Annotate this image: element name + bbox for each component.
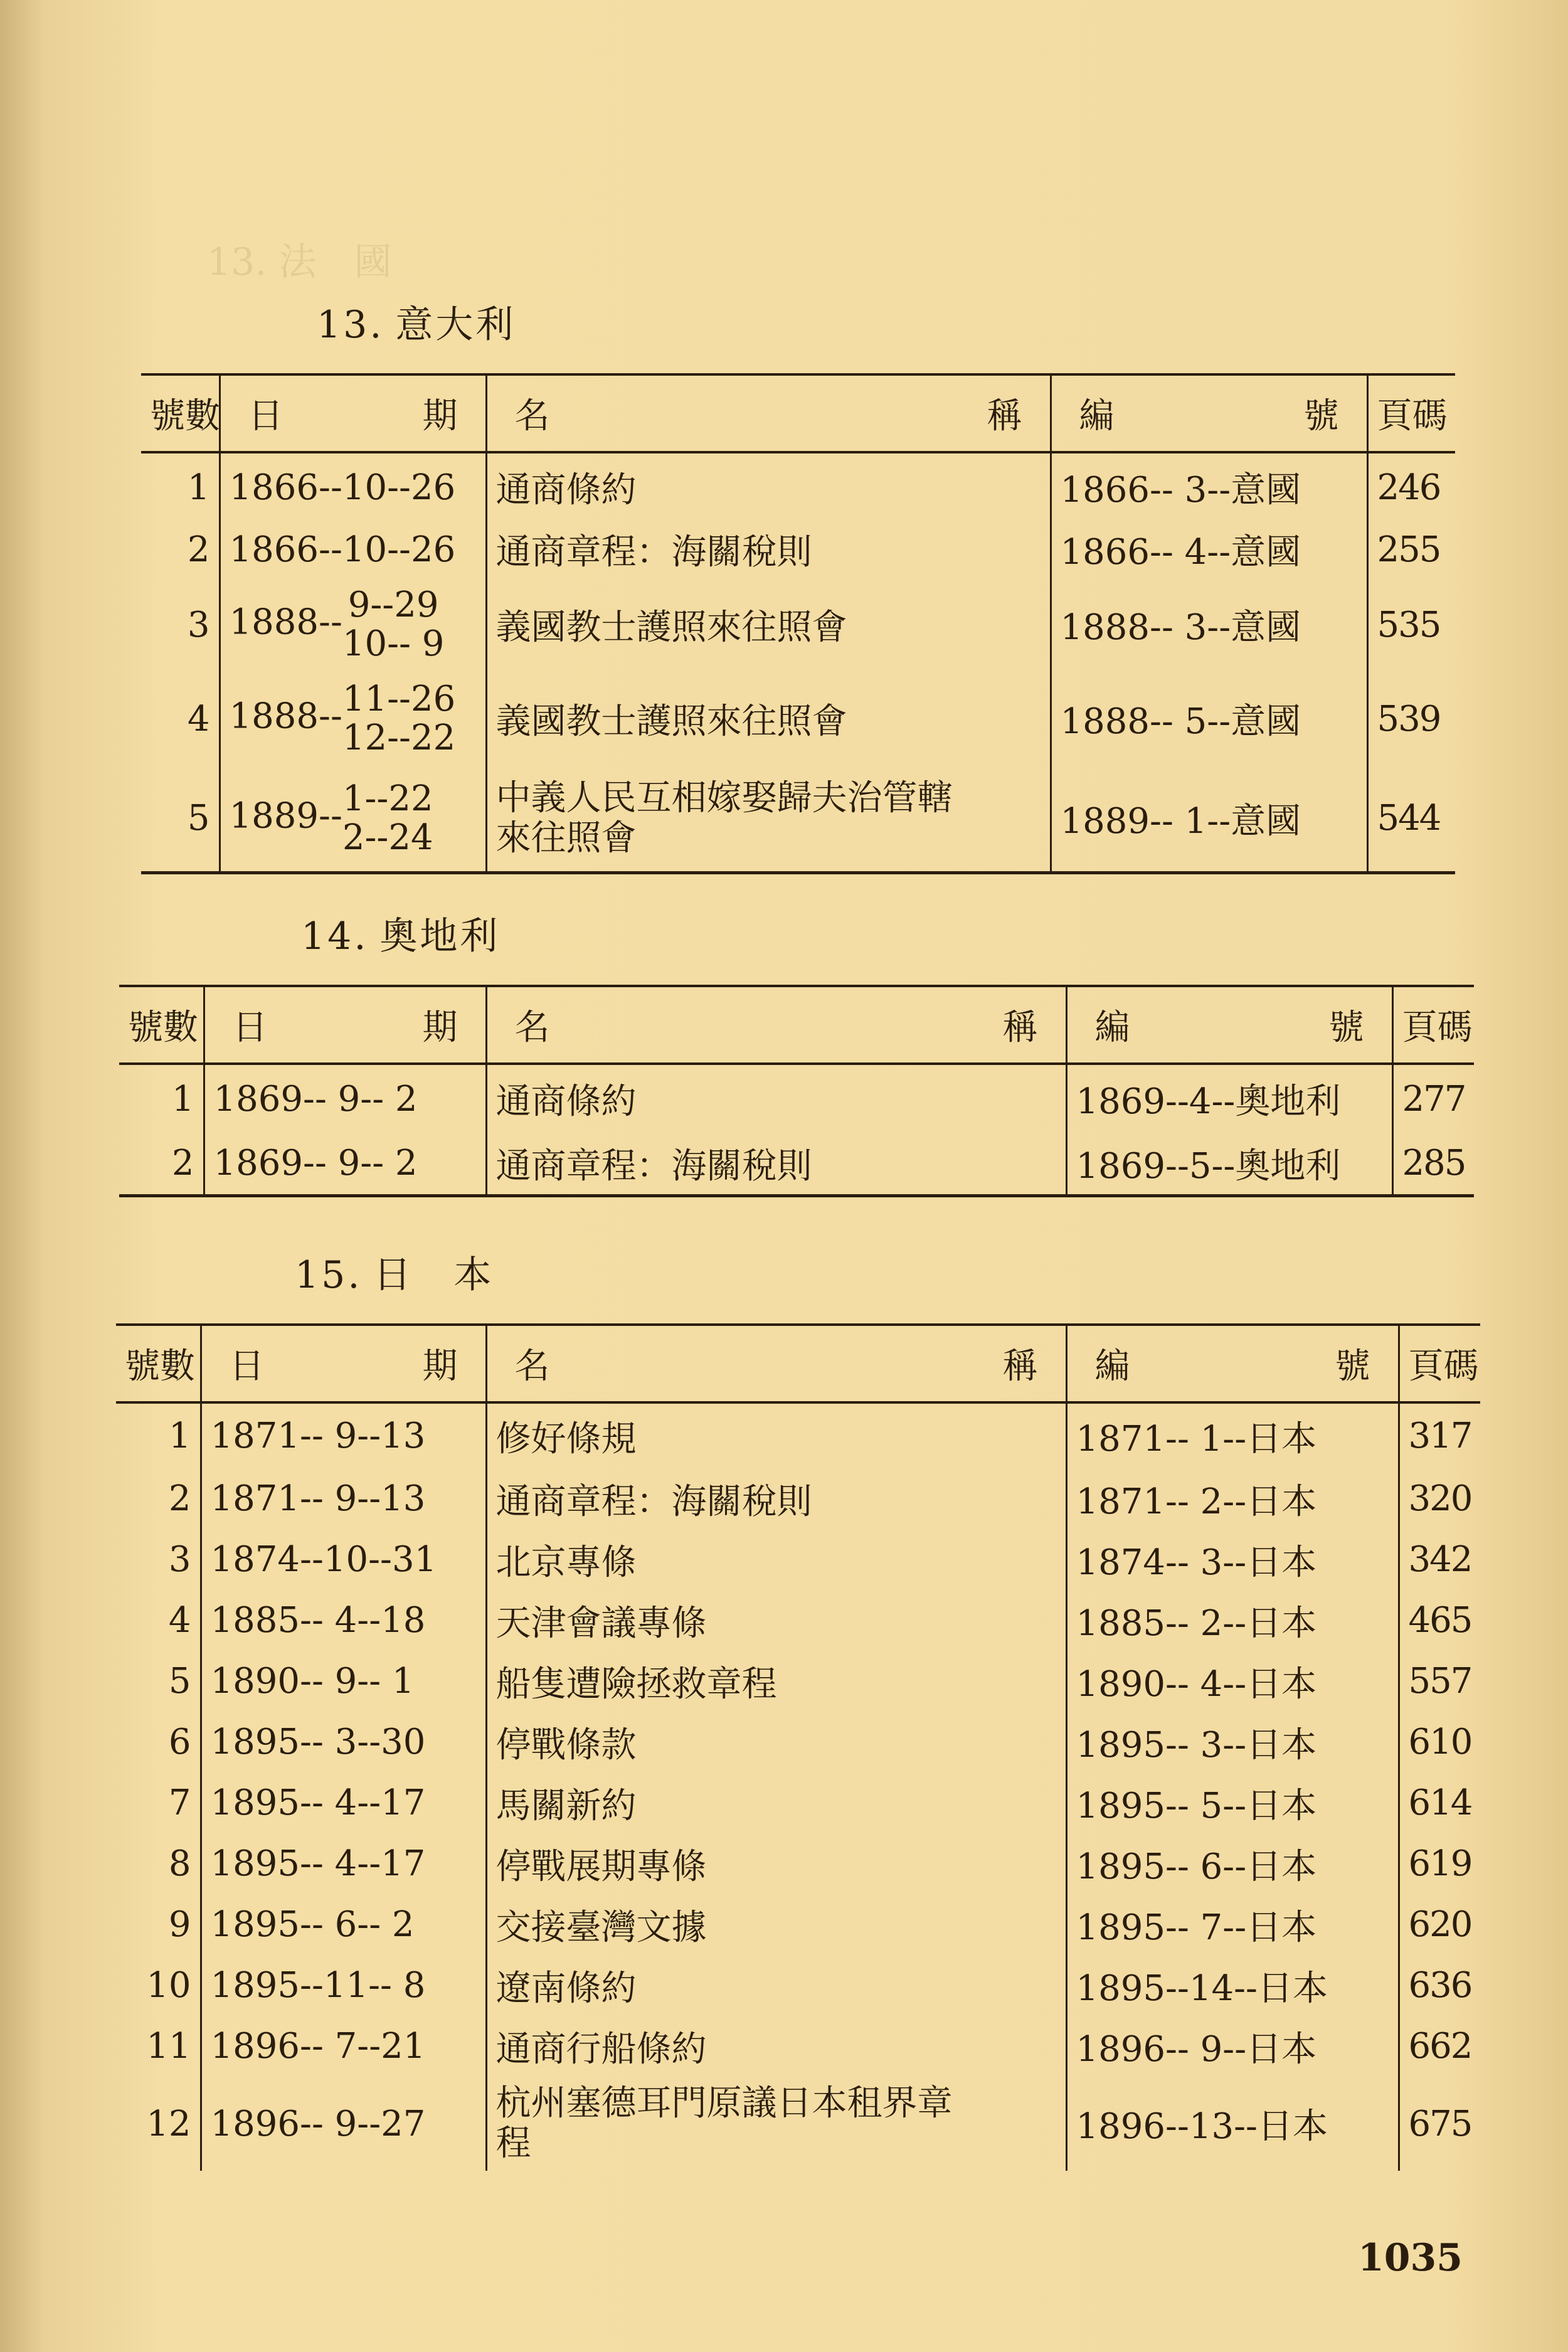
header-number: 號數 xyxy=(141,374,220,452)
bleed-through-text: 13. 法 國 xyxy=(207,240,392,284)
table-italy xyxy=(141,373,1455,874)
header-date: 日 期 xyxy=(204,986,486,1064)
section-country: 意大利 xyxy=(395,303,516,347)
header-date: 日 期 xyxy=(201,1325,486,1402)
table-row: 1 1871-- 9--13 修好條規 1871-- 1--日本 317 xyxy=(116,1402,1480,1468)
section-title-japan xyxy=(295,1245,494,1299)
section-number: 13. xyxy=(317,303,384,347)
header-title: 名 稱 xyxy=(486,374,1051,452)
page-number: 1035 xyxy=(1358,2236,1463,2280)
header-page: 頁碼 xyxy=(1392,986,1474,1064)
section-title-italy xyxy=(317,295,516,349)
table-row: 9 1895-- 6-- 2 交接臺灣文據 1895-- 7--日本 620 xyxy=(116,1894,1480,1955)
table-row: 2 1869-- 9-- 2 通商章程：海關稅則 1869--5--奧地利 285 xyxy=(119,1133,1474,1195)
table-row: 8 1895-- 4--17 停戰展期專條 1895-- 6--日本 619 xyxy=(116,1833,1480,1894)
header-code: 編 號 xyxy=(1066,986,1392,1064)
header-title: 名 稱 xyxy=(486,986,1066,1064)
header-page: 頁碼 xyxy=(1367,374,1455,452)
table-row: 5 1889-- 1--22 2--24 中義人民互相嫁娶歸夫治管轄 來往照會 1889-- 1--意國 544 xyxy=(141,766,1455,872)
table-row: 5 1890-- 9-- 1 船隻遭險拯救章程 1890-- 4--日本 557 xyxy=(116,1651,1480,1712)
header-page: 頁碼 xyxy=(1399,1325,1480,1402)
table-row: 1 1869-- 9-- 2 通商條約 1869--4--奧地利 277 xyxy=(119,1064,1474,1133)
table-row: 7 1895-- 4--17 馬關新約 1895-- 5--日本 614 xyxy=(116,1772,1480,1833)
header-title: 名 稱 xyxy=(486,1325,1066,1402)
table-row: 11 1896-- 7--21 通商行船條約 1896-- 9--日本 662 xyxy=(116,2016,1480,2077)
table-row: 4 1888-- 11--26 12--22 義國教士護照來往照會 1888-- 5--意國 539 xyxy=(141,672,1455,766)
header-number: 號數 xyxy=(119,986,204,1064)
table-row: 2 1866--10--26 通商章程：海關稅則 1866-- 4--意國 255 xyxy=(141,521,1455,578)
header-number: 號數 xyxy=(116,1325,201,1402)
table-row: 3 1888-- 9--29 10-- 9 義國教士護照來往照會 1888-- 3--意國 535 xyxy=(141,578,1455,672)
section-number: 15. xyxy=(295,1253,363,1297)
table-row: 6 1895-- 3--30 停戰條款 1895-- 3--日本 610 xyxy=(116,1712,1480,1772)
table-row: 4 1885-- 4--18 天津會議專條 1885-- 2--日本 465 xyxy=(116,1590,1480,1651)
section-title-austria xyxy=(301,906,500,960)
header-code: 編 號 xyxy=(1051,374,1367,452)
table-row: 2 1871-- 9--13 通商章程：海關稅則 1871-- 2--日本 320 xyxy=(116,1468,1480,1529)
table-japan xyxy=(116,1323,1480,2171)
table-austria xyxy=(119,985,1474,1197)
header-code: 編 號 xyxy=(1066,1325,1399,1402)
section-country: 日 本 xyxy=(373,1253,494,1297)
header-date: 日 期 xyxy=(220,374,486,452)
table-row: 12 1896-- 9--27 杭州塞德耳門原議日本租界章 程 1896--13--日本 675 xyxy=(116,2077,1480,2171)
section-country: 奧地利 xyxy=(379,914,501,958)
section-number: 14. xyxy=(301,914,369,958)
table-row: 3 1874--10--31 北京專條 1874-- 3--日本 342 xyxy=(116,1529,1480,1590)
table-row: 1 1866--10--26 通商條約 1866-- 3--意國 246 xyxy=(141,452,1455,521)
table-row: 10 1895--11-- 8 遼南條約 1895--14--日本 636 xyxy=(116,1955,1480,2016)
